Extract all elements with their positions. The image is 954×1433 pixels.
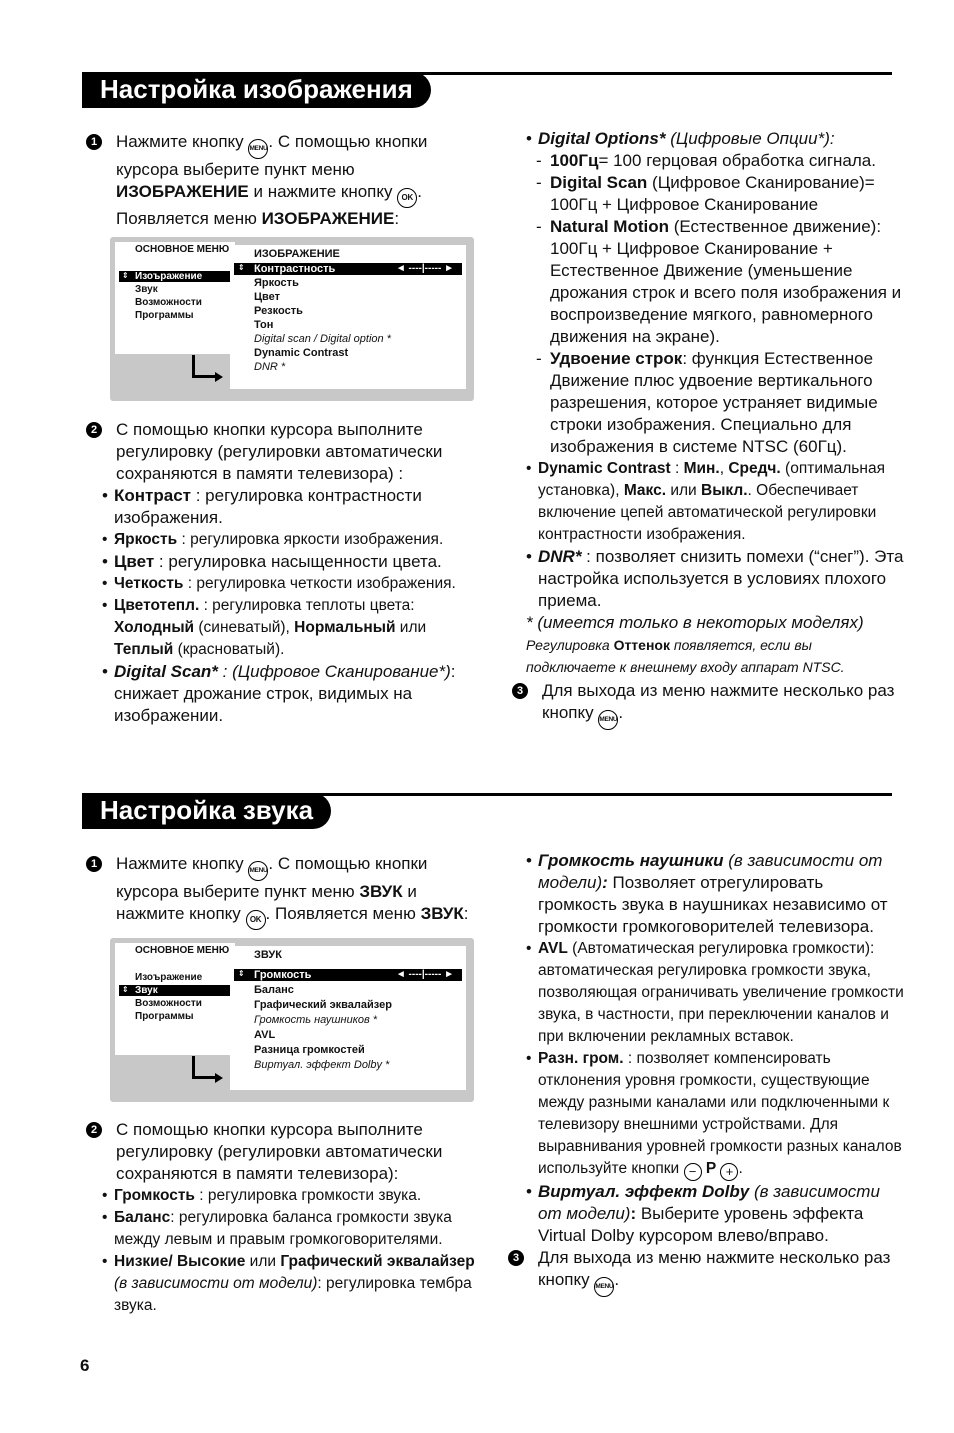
text: Для выхода из меню нажмите несколько раз кнопку bbox=[542, 681, 895, 722]
sub-menu-item: Яркость bbox=[254, 277, 299, 289]
sub-menu-item bbox=[234, 969, 462, 981]
sub-item bbox=[526, 216, 904, 348]
term: Natural Motion bbox=[550, 217, 669, 236]
term: Digital Scan* bbox=[114, 662, 218, 681]
list-item bbox=[524, 1181, 904, 1247]
term: Громкость bbox=[114, 1187, 195, 1204]
main-menu-item bbox=[119, 985, 231, 996]
text: Регулировка bbox=[526, 637, 614, 653]
text: . С помощью кнопки курсора выберите пункт меню bbox=[116, 132, 428, 179]
text: . Обеспечивает включение цепей автоматической регулировки контрастности изображения. bbox=[538, 482, 877, 543]
sub-menu-item: Цвет bbox=[254, 291, 281, 303]
menu-button-icon: MENU bbox=[598, 710, 618, 730]
main-menu-item bbox=[119, 271, 231, 282]
text: (красноватый). bbox=[173, 641, 285, 658]
label: Звук bbox=[135, 985, 158, 996]
list-item bbox=[100, 573, 478, 595]
text: : регулировка теплоты цвета: bbox=[199, 597, 415, 614]
text: : регулировка баланса громкости звука между левым и правым громкоговорителями. bbox=[114, 1209, 452, 1248]
sub-item bbox=[526, 172, 904, 216]
sub-item bbox=[526, 150, 904, 172]
term: Громкость наушники bbox=[538, 851, 724, 870]
list-item bbox=[524, 546, 904, 612]
text: С помощью кнопки курсора выполните регулировку (регулировки автоматически сохраняются в памяти телевизора) : bbox=[116, 420, 443, 483]
term: Низкие/ Высокие bbox=[114, 1253, 246, 1270]
main-menu-item: Возможности bbox=[135, 998, 202, 1009]
term: Четкость bbox=[114, 575, 184, 592]
text: , bbox=[719, 460, 729, 477]
sub-menu-item: Громкость наушников * bbox=[254, 1014, 378, 1026]
plus-button-icon: + bbox=[720, 1163, 738, 1181]
term: Средч. bbox=[728, 460, 781, 477]
text: : регулировка яркости изображения. bbox=[177, 531, 444, 548]
updown-icon: ⇕ bbox=[238, 263, 245, 272]
label: Громкость bbox=[254, 969, 312, 981]
sub-menu-item: Тон bbox=[254, 319, 274, 331]
list-item bbox=[524, 850, 904, 938]
term: Разн. гром. bbox=[538, 1050, 624, 1067]
text: : регулировка тембра звука. bbox=[114, 1275, 472, 1314]
step-3 bbox=[512, 680, 904, 730]
text: (Естественное движение): 100Гц + Цифровое Сканирование + Естественное Движение (уменьшение дрожания строк и всего поля изображения и воспроизведение мягкого, равномерного движения на экране). bbox=[550, 217, 902, 346]
text: (оптимальная установка), bbox=[538, 460, 885, 499]
text: или bbox=[395, 619, 427, 636]
term: Цвет bbox=[114, 552, 155, 571]
section-title-sound: Настройка звука bbox=[82, 793, 331, 829]
slider-indicator: ◄ ----|----- ► bbox=[395, 969, 454, 980]
list-item bbox=[524, 458, 904, 546]
term: Макс. bbox=[623, 482, 667, 499]
step-3 bbox=[508, 1247, 904, 1297]
list-item bbox=[100, 485, 478, 529]
list-item bbox=[100, 1207, 480, 1251]
list-item bbox=[524, 1048, 904, 1181]
term: Выкл. bbox=[701, 482, 748, 499]
text: (в зависимости от модели) bbox=[114, 1275, 318, 1292]
page-number: 6 bbox=[80, 1356, 90, 1375]
list-item bbox=[100, 1251, 480, 1317]
right-column-sound bbox=[512, 850, 904, 1297]
main-menu-title: ОСНОВНОЕ МЕНЮ bbox=[135, 244, 230, 255]
sub-menu-item: Разница громкостей bbox=[254, 1044, 365, 1056]
sub-menu-item: DNR * bbox=[254, 361, 286, 373]
text: : регулировка громкости звука. bbox=[194, 1187, 422, 1204]
term: Dynamic Contrast bbox=[538, 460, 671, 477]
term: Яркость bbox=[114, 531, 178, 548]
updown-icon: ⇕ bbox=[122, 985, 129, 994]
step-number: 3 bbox=[512, 683, 528, 699]
list-item bbox=[100, 529, 478, 551]
sub-menu-title: ИЗОБРАЖЕНИЕ bbox=[254, 248, 340, 260]
text: : регулировка контрастности изображения. bbox=[114, 486, 422, 527]
text: Позволяет отрегулировать громкость звука в наушниках независимо от громкости громкоговорителей телевизора. bbox=[538, 873, 888, 936]
main-menu-item: Изоъражение bbox=[135, 972, 203, 983]
step-1 bbox=[86, 131, 476, 230]
menu-name: ЗВУК bbox=[359, 882, 403, 901]
text: или bbox=[666, 482, 701, 499]
term: Баланс bbox=[114, 1209, 171, 1226]
step-number: 2 bbox=[86, 422, 102, 438]
tint-note bbox=[526, 634, 904, 678]
sound-menu-screenshot bbox=[110, 938, 474, 1102]
sub-menu-panel bbox=[230, 245, 466, 389]
sub-menu-item: Баланс bbox=[254, 984, 294, 996]
text: : регулировка четкости изображения. bbox=[183, 575, 456, 592]
text: (синеватый), bbox=[194, 619, 295, 636]
term: Цветотепл. bbox=[114, 597, 200, 614]
corner-arrow-icon bbox=[192, 1056, 217, 1079]
text: и нажмите кнопку bbox=[116, 882, 417, 923]
step-number: 3 bbox=[508, 1250, 524, 1266]
main-menu-item: Возможности bbox=[135, 297, 202, 308]
list-item bbox=[100, 1185, 480, 1207]
list-item bbox=[524, 938, 904, 1048]
term: Контраст bbox=[114, 486, 191, 505]
text: : снижает дрожание строк, видимых на изображении. bbox=[114, 662, 456, 725]
term: Холодный bbox=[114, 619, 195, 636]
term: AVL bbox=[538, 940, 568, 957]
list-item bbox=[100, 595, 478, 661]
text: или bbox=[245, 1253, 281, 1270]
left-column-picture bbox=[86, 131, 476, 230]
step-number: 1 bbox=[86, 134, 102, 150]
text: : (Цифровое Сканирование*) bbox=[217, 662, 451, 681]
text: (в зависимости от модели) bbox=[538, 1182, 880, 1223]
sub-menu-item: Резкость bbox=[254, 305, 303, 317]
sub-menu-item: Digital scan / Digital option * bbox=[254, 333, 391, 345]
corner-arrow-icon bbox=[192, 355, 217, 378]
left-column-sound bbox=[86, 853, 476, 930]
sub-menu-panel bbox=[230, 946, 466, 1090]
left-column-picture-step2 bbox=[86, 419, 478, 727]
sub-menu-item: Dynamic Contrast bbox=[254, 347, 349, 359]
text: = 100 герцовая обработка сигнала. bbox=[598, 151, 876, 170]
menu-name: ИЗОБРАЖЕНИЕ bbox=[116, 182, 249, 201]
text: С помощью кнопки курсора выполните регулировку (регулировки автоматически сохраняются в памяти телевизора): bbox=[116, 1120, 443, 1183]
ok-button-icon: OK bbox=[397, 188, 417, 208]
text: (Цифровое Сканирование)= 100Гц + Цифровое Сканирование bbox=[550, 173, 875, 214]
label: Изоъражение bbox=[135, 271, 203, 282]
step-2 bbox=[86, 419, 478, 485]
text: . bbox=[614, 1270, 620, 1289]
term: Теплый bbox=[114, 641, 174, 658]
p-label: P bbox=[705, 1160, 717, 1177]
ok-button-icon: OK bbox=[246, 910, 266, 930]
main-menu-panel bbox=[115, 242, 235, 354]
text: . С помощью кнопки курсора выберите пункт меню bbox=[116, 854, 428, 901]
term: Нормальный bbox=[294, 619, 396, 636]
sub-menu-item: Графический эквалайзер bbox=[254, 999, 392, 1011]
text: : bbox=[630, 1204, 637, 1223]
text: : bbox=[463, 904, 469, 923]
text: . bbox=[618, 703, 624, 722]
term: Оттенок bbox=[613, 637, 670, 653]
sub-menu-item: Виртуал. эффект Dolby * bbox=[254, 1059, 390, 1071]
text: : регулировка насыщенности цвета. bbox=[154, 552, 442, 571]
right-column-picture bbox=[512, 128, 904, 730]
menu-button-icon: MENU bbox=[248, 861, 268, 881]
term: Digital Options* bbox=[538, 129, 666, 148]
term: Удвоение строк bbox=[550, 349, 683, 368]
sub-menu-title: ЗВУК bbox=[254, 949, 282, 961]
minus-button-icon: − bbox=[684, 1163, 702, 1181]
term: Графический эквалайзер bbox=[280, 1253, 475, 1270]
list-item bbox=[100, 661, 478, 727]
step-2 bbox=[86, 1119, 480, 1185]
menu-button-icon: MENU bbox=[248, 139, 268, 159]
step-1 bbox=[86, 853, 476, 930]
label: Контрастность bbox=[254, 263, 336, 275]
sub-menu-item: AVL bbox=[254, 1029, 276, 1041]
text: Нажмите кнопку bbox=[116, 132, 244, 151]
text: (в зависимости от модели) bbox=[538, 851, 883, 892]
list-item bbox=[524, 128, 904, 150]
menu-name: ИЗОБРАЖЕНИЕ bbox=[261, 209, 395, 228]
left-column-sound-step2 bbox=[86, 1119, 480, 1317]
text: . Появляется меню bbox=[116, 182, 422, 228]
text: Нажмите кнопку bbox=[116, 854, 244, 873]
text: (Автоматическая регулировка громкости): автоматическая регулировка громкости звука, позволяющая ограничивать увеличение громкости звука, в частности, при переключении каналов и при включении рекламных вставок. bbox=[538, 940, 904, 1045]
updown-icon: ⇕ bbox=[122, 271, 129, 280]
term: Виртуал. эффект Dolby bbox=[538, 1182, 750, 1201]
main-menu-item: Программы bbox=[135, 310, 194, 321]
main-menu-item: Звук bbox=[135, 284, 158, 295]
step-number: 1 bbox=[86, 856, 102, 872]
text: Выберите уровень эффекта Virtual Dolby курсором влево/вправо. bbox=[538, 1204, 864, 1245]
text: (Цифровые Опции*): bbox=[665, 129, 835, 148]
text: : bbox=[394, 209, 400, 228]
text: . Появляется меню bbox=[265, 904, 416, 923]
updown-icon: ⇕ bbox=[238, 969, 245, 978]
term: 100Гц bbox=[550, 151, 599, 170]
text: : bbox=[670, 460, 684, 477]
menu-name: ЗВУК bbox=[420, 904, 464, 923]
section-title-picture: Настройка изображения bbox=[82, 72, 431, 108]
text: Для выхода из меню нажмите несколько раз кнопку bbox=[538, 1248, 891, 1289]
slider-indicator: ◄ ----|----- ► bbox=[395, 263, 454, 274]
term: Digital Scan bbox=[550, 173, 648, 192]
text: : функция Естественное Движение плюс удвоение вертикального разрешения, которое устраняет видимые строки изображения. Специально для изображения в системе NTSC (60Гц). bbox=[550, 349, 878, 456]
term: DNR* bbox=[538, 547, 582, 566]
text: : позволяет компенсировать отклонения уровня громкости, существующие между разными каналами или подключенными к телевизору внешними устройствами. Для выравнивания уровней громкости разных каналов используйте кнопки bbox=[538, 1050, 902, 1177]
step-number: 2 bbox=[86, 1122, 102, 1138]
main-menu-title: ОСНОВНОЕ МЕНЮ bbox=[135, 945, 230, 956]
main-menu-panel bbox=[115, 943, 235, 1055]
footnote: * (имеется только в некоторых моделях) bbox=[526, 613, 864, 632]
text: . bbox=[738, 1160, 743, 1177]
text: : позволяет снизить помехи (“снег”). Эта настройка используется в условиях плохого приема. bbox=[538, 547, 904, 610]
main-menu-item: Программы bbox=[135, 1011, 194, 1022]
term: Мин. bbox=[683, 460, 720, 477]
sub-item bbox=[526, 348, 904, 458]
sub-menu-item bbox=[234, 263, 462, 275]
picture-menu-screenshot bbox=[110, 237, 474, 401]
text: и нажмите кнопку bbox=[253, 182, 393, 201]
menu-button-icon: MENU bbox=[594, 1277, 614, 1297]
text: : bbox=[602, 873, 608, 892]
list-item bbox=[100, 551, 478, 573]
text: появляется, если вы подключаете к внешнему входу аппарат NTSC. bbox=[526, 637, 845, 675]
